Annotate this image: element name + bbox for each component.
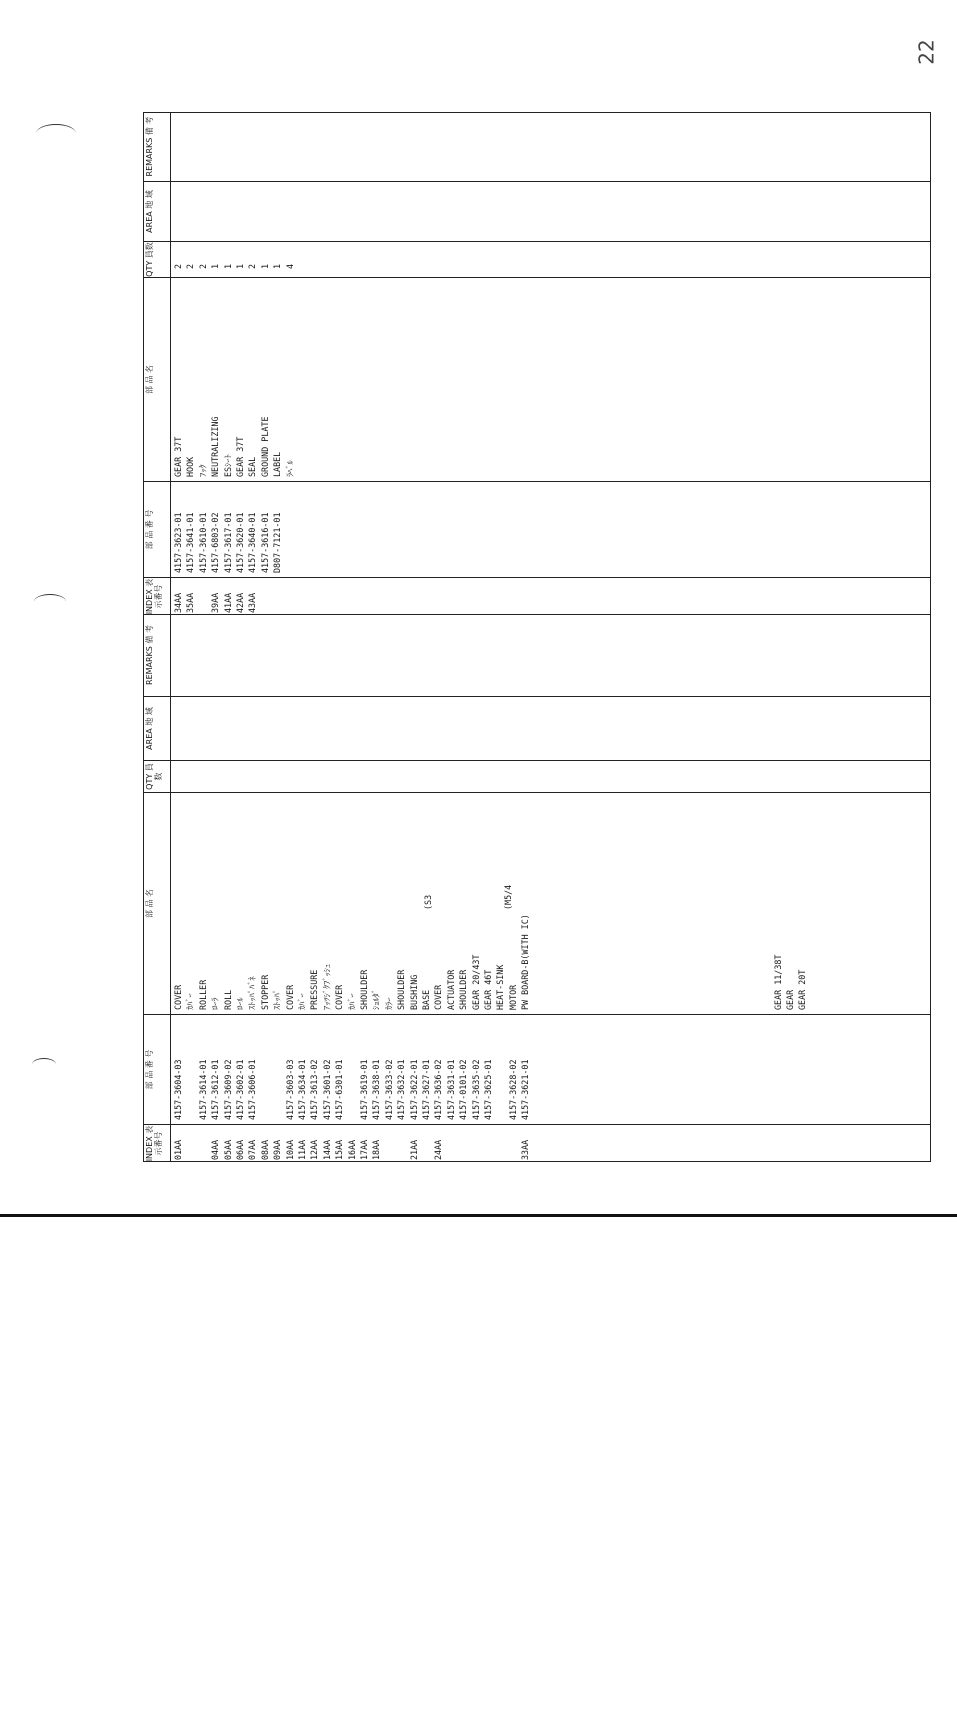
- table-row: [260, 112, 270, 615]
- extra-note: GEAR 11/38T: [773, 954, 783, 1010]
- extra-note: GEAR: [785, 989, 795, 1010]
- extra-note: (M5/4: [503, 884, 513, 910]
- scan-mark: [32, 1058, 56, 1071]
- table-row: [247, 112, 257, 615]
- header-area: AREA 地 域: [143, 181, 170, 241]
- cell-index: 12AA: [309, 1139, 320, 1160]
- cell-name: SHOULDER: [396, 969, 407, 1010]
- cell-qty: 4: [284, 263, 295, 269]
- cell-index: 11AA: [297, 1139, 307, 1160]
- cell-name: PRESSURE: [309, 969, 320, 1010]
- cell-name: SEAL: [247, 456, 258, 477]
- header-part-no: 部 品 番 号: [143, 1014, 170, 1124]
- cell-part: 4157-3619-01: [359, 1059, 369, 1120]
- cell-index: 14AA: [321, 1139, 332, 1160]
- cell-name: GEAR 20/43T: [470, 954, 481, 1010]
- header-index: INDEX 表示番号: [143, 1124, 170, 1162]
- header-remarks: REMARKS 備 考: [145, 116, 154, 177]
- cell-name: BUSHING: [408, 974, 419, 1010]
- cell-name: MOTOR: [507, 984, 518, 1010]
- cell-qty: 1: [272, 263, 283, 269]
- cell-part: 4157-3606-01: [247, 1059, 258, 1120]
- cell-part: 4157-3633-02: [383, 1059, 394, 1120]
- header-part-no: 部 品 番 号: [143, 481, 170, 577]
- cell-name: ｽﾄｯﾊﾟ: [272, 989, 283, 1010]
- cell-name: GEAR 37T: [235, 436, 245, 477]
- cell-name: LABEL: [272, 451, 283, 477]
- cell-part: 4157-3641-01: [185, 512, 196, 573]
- cell-index: 35AA: [185, 592, 196, 613]
- cell-name: ﾛｰﾙ: [235, 997, 245, 1010]
- cell-index: 10AA: [284, 1139, 295, 1160]
- cell-qty: 1: [259, 263, 270, 269]
- cell-name: ROLL: [222, 989, 233, 1010]
- cell-name: ROLLER: [197, 979, 208, 1010]
- cell-name: GEAR 46T: [483, 969, 493, 1010]
- cell-part: 4157-3609-02: [222, 1059, 233, 1120]
- cell-name: SHOULDER: [359, 969, 369, 1010]
- header-name: 部 品 名: [143, 277, 170, 481]
- cell-index: 39AA: [210, 592, 221, 613]
- cell-part: 4157-3640-01: [247, 512, 258, 573]
- cell-index: 07AA: [247, 1139, 258, 1160]
- cell-name: ﾗﾍﾞﾙ: [284, 460, 295, 477]
- cell-part: 4157-3631-01: [445, 1059, 456, 1120]
- scan-mark: [34, 594, 66, 609]
- header-qty: QTY 員数: [143, 760, 170, 792]
- cell-part: 4157-3632-01: [396, 1059, 407, 1120]
- cell-part: 4157-3622-01: [408, 1059, 419, 1120]
- cell-index: 18AA: [371, 1139, 382, 1160]
- cell-name: STOPPER: [259, 974, 270, 1010]
- cell-qty: 1: [235, 263, 245, 269]
- cell-name: BASE: [421, 989, 431, 1010]
- cell-qty: 1: [210, 263, 221, 269]
- cell-part: 4157-3620-01: [235, 512, 245, 573]
- cell-name: ｶﾊﾞｰ: [185, 993, 196, 1010]
- cell-name: ACTUATOR: [445, 969, 456, 1010]
- table-row: [223, 112, 233, 615]
- table-row: [285, 112, 295, 615]
- left-table: [143, 625, 931, 1710]
- cell-part: 4157-3602-01: [235, 1059, 245, 1120]
- cell-part: 4157-0101-02: [458, 1059, 469, 1120]
- cell-name: HEAT-SINK: [495, 964, 506, 1010]
- header-name: 部 品 名: [143, 792, 170, 1014]
- cell-name: ESｼｰﾄ: [222, 454, 233, 477]
- cell-part: 4157-3638-01: [371, 1059, 382, 1120]
- cell-part: 4157-3604-03: [173, 1059, 183, 1120]
- cell-qty: 2: [185, 263, 196, 269]
- cell-part: 4157-3635-02: [470, 1059, 481, 1120]
- bottom-rule: [0, 1214, 957, 1217]
- right-table: [143, 116, 931, 1118]
- cell-name: COVER: [334, 984, 345, 1010]
- cell-index: 34AA: [173, 592, 183, 613]
- cell-index: 09AA: [272, 1139, 283, 1160]
- cell-index: 33AA: [520, 1139, 531, 1160]
- cell-name: COVER: [433, 984, 444, 1010]
- cell-index: 41AA: [222, 592, 233, 613]
- cell-index: 06AA: [235, 1139, 245, 1160]
- header-remarks: REMARKS 備 考: [145, 625, 154, 685]
- cell-name: ｽﾄｯﾊﾟﾊﾞﾈ: [247, 976, 258, 1010]
- cell-name: HOOK: [185, 456, 196, 477]
- cell-part: 4157-3623-01: [173, 512, 183, 573]
- header-area: AREA 地 域: [143, 696, 170, 760]
- cell-part: 4157-3614-01: [197, 1059, 208, 1120]
- cell-part: 4157-3628-02: [507, 1059, 518, 1120]
- cell-name: GROUND PLATE: [259, 416, 270, 477]
- cell-part: 4157-3627-01: [421, 1059, 431, 1120]
- table-row: [173, 112, 183, 615]
- cell-part: 4157-6803-02: [210, 512, 221, 573]
- cell-qty: 2: [173, 263, 183, 269]
- cell-part: 4157-3617-01: [222, 512, 233, 573]
- cell-index: 08AA: [259, 1139, 270, 1160]
- cell-index: 43AA: [247, 592, 258, 613]
- cell-name: ｱｯﾂｼﾞｸﾌﾞｯｼｭ: [321, 963, 332, 1010]
- cell-index: 05AA: [222, 1139, 233, 1160]
- cell-part: 4157-3603-03: [284, 1059, 295, 1120]
- cell-part: 4157-3613-02: [309, 1059, 320, 1120]
- cell-name: COVER: [284, 984, 295, 1010]
- cell-part: 4157-3612-01: [210, 1059, 221, 1120]
- cell-part: 4157-3610-01: [197, 512, 208, 573]
- cell-part: 4157-3601-02: [321, 1059, 332, 1120]
- cell-index: 15AA: [334, 1139, 345, 1160]
- table-row: [198, 112, 208, 615]
- cell-qty: 2: [247, 263, 258, 269]
- cell-name: COVER: [173, 984, 183, 1010]
- cell-part: D807-7121-01: [272, 512, 283, 573]
- cell-index: 21AA: [408, 1139, 419, 1160]
- extra-note: (S3: [423, 894, 433, 910]
- cell-index: 24AA: [433, 1139, 444, 1160]
- cell-name: ｶﾊﾞｰ: [297, 993, 307, 1010]
- cell-index: 16AA: [346, 1139, 357, 1160]
- page-mark: 22: [914, 39, 939, 65]
- cell-name: NEUTRALIZING: [210, 416, 221, 477]
- cell-part: 4157-3616-01: [259, 512, 270, 573]
- table-row: [210, 112, 220, 615]
- table-row: [272, 112, 282, 615]
- cell-part: 4157-3625-01: [483, 1059, 493, 1120]
- cell-name: ｶﾗｰ: [383, 997, 394, 1010]
- cell-index: 17AA: [359, 1139, 369, 1160]
- table-row: [235, 112, 245, 615]
- cell-part: 4157-3621-01: [520, 1059, 531, 1120]
- cell-qty: 1: [222, 263, 233, 269]
- cell-index: 42AA: [235, 592, 245, 613]
- cell-index: 04AA: [210, 1139, 221, 1160]
- header-qty: QTY 員数: [143, 241, 170, 277]
- table-row: [185, 112, 195, 615]
- cell-name: ﾌｯｸ: [197, 464, 208, 477]
- scan-mark: [36, 124, 76, 143]
- cell-name: ﾛｰﾗ: [210, 997, 221, 1010]
- cell-qty: 2: [197, 263, 208, 269]
- right-table-header: [143, 112, 171, 615]
- right-table-body: [173, 112, 913, 615]
- cell-name: GEAR 37T: [173, 436, 183, 477]
- cell-name: ｶﾊﾞｰ: [346, 993, 357, 1010]
- cell-part: 4157-3636-02: [433, 1059, 444, 1120]
- header-index: INDEX 表示番号: [143, 577, 170, 615]
- cell-index: 01AA: [173, 1139, 183, 1160]
- cell-name: ｼｮﾙﾀﾞ: [371, 989, 382, 1010]
- cell-name: PW BOARD-B(WITH IC): [520, 914, 531, 1010]
- cell-name: SHOULDER: [458, 969, 469, 1010]
- cell-part: 4157-6301-01: [334, 1059, 345, 1120]
- cell-part: 4157-3634-01: [297, 1059, 307, 1120]
- extra-note: GEAR 20T: [797, 969, 807, 1010]
